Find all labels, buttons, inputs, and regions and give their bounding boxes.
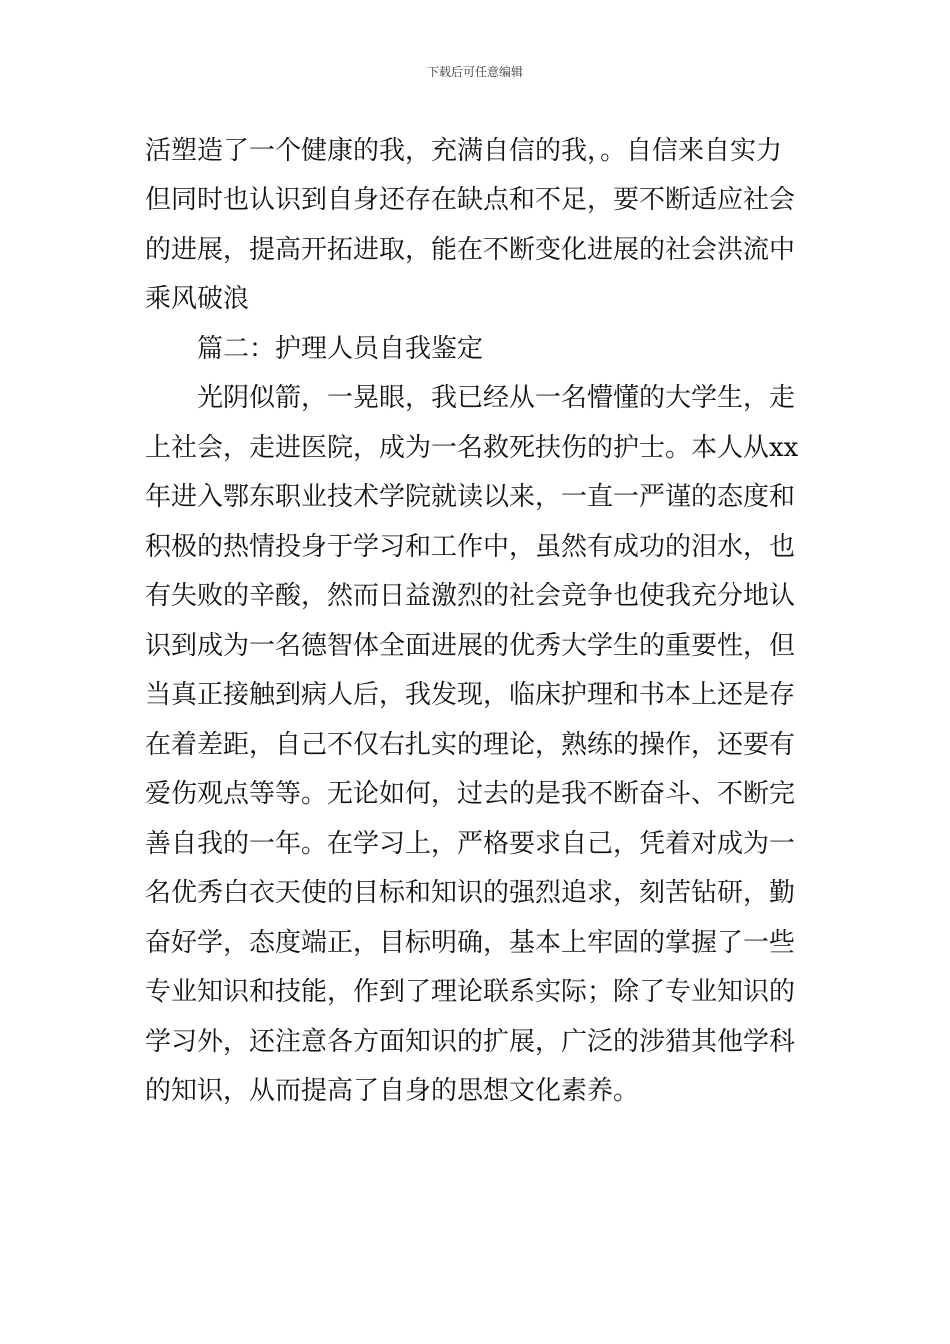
text-line: 但同时也认识到自身还存在缺点和不足，要不断适应社会 (145, 185, 796, 215)
text-line: 活塑造了一个健康的我，充满自信的我，。自信来自实力 (145, 136, 783, 166)
text-line: 的知识，从而提高了自身的思想文化素养。 (145, 1076, 640, 1106)
section-heading: 篇二：护理人员自我鉴定 (197, 334, 484, 364)
text-line: 积极的热情投身于学习和工作中，虽然有成功的泪水，也 (145, 532, 796, 562)
text-line: 上社会，走进医院，成为一名救死扶伤的护士。本人从xx (145, 433, 799, 463)
text-line: 学习外，还注意各方面知识的扩展，广泛的涉猎其他学科 (145, 1027, 796, 1057)
text-line: 名优秀白衣天使的目标和知识的强烈追求，刻苦钻研，勤 (145, 878, 796, 908)
text-line: 光阴似箭，一晃眼，我已经从一名懵懂的大学生，走 (197, 383, 796, 413)
text-line: 乘风破浪 (145, 284, 250, 314)
text-line: 专业知识和技能，作到了理论联系实际；除了专业知识的 (145, 977, 796, 1007)
text-line: 有失败的辛酸，然而日益激烈的社会竞争也使我充分地认 (145, 581, 796, 611)
text-line: 的进展，提高开拓进取，能在不断变化进展的社会洪流中 (145, 235, 796, 265)
page-header: 下载后可任意编辑 (426, 65, 523, 79)
text-line: 爱伤观点等等。无论如何，过去的是我不断奋斗、不断完 (145, 779, 796, 809)
text-line: 当真正接触到病人后，我发现，临床护理和书本上还是存 (145, 680, 796, 710)
text-line: 年进入鄂东职业技术学院就读以来，一直一严谨的态度和 (145, 482, 796, 512)
text-line: 识到成为一名德智体全面进展的优秀大学生的重要性，但 (145, 631, 796, 661)
text-line: 善自我的一年。在学习上，严格要求自己，凭着对成为一 (145, 829, 796, 859)
text-line: 在着差距，自己不仅右扎实的理论，熟练的操作，还要有 (145, 730, 796, 760)
text-line: 奋好学，态度端正，目标明确，基本上牢固的掌握了一些 (145, 928, 796, 958)
